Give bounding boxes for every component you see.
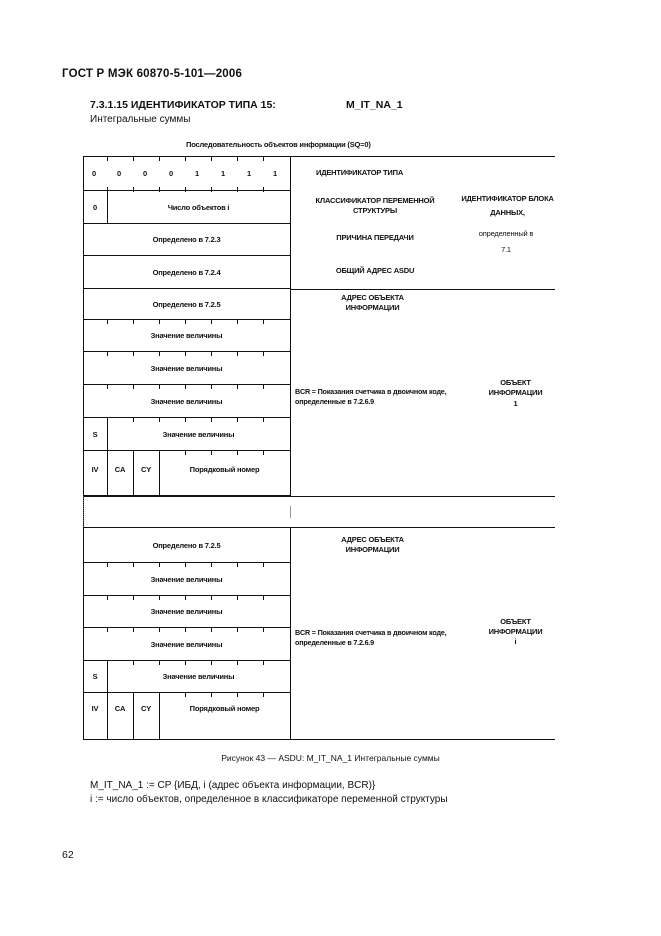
figure-caption: Рисунок 43 — ASDU: M_IT_NA_1 Интегральные суммы [221,753,440,763]
defined-725: Определено в 7.2.5 [152,299,221,309]
sign-bit: S [92,672,98,681]
info-object-number-i: i [514,637,517,646]
bcr-description-1: BCR = Показания счетчика в двоичном коде, определенные в 7.2.6.9 [295,387,447,406]
sequence-number: Порядковый номер [189,464,260,474]
vsq-octet [83,190,290,224]
octet-column-right-border [290,156,291,496]
value-label: Значение величины [150,396,223,406]
value-label: Значение величины [162,672,235,681]
ioa-octet-i [83,527,290,563]
section-code: M_IT_NA_1 [346,99,403,111]
info-object-number-1: 1 [513,399,518,408]
bit-4: 1 [195,169,199,178]
iv-flag: IV [91,703,99,713]
vsq-label: КЛАССИФИКАТОР ПЕРЕМЕННОЙ СТРУКТУРЫ [315,196,435,215]
cot-label: ПРИЧИНА ПЕРЕДАЧИ [336,233,414,242]
value-label: Значение величины [150,639,223,649]
dui-label: ИДЕНТИФИКАТОР БЛОКА ДАННЫХ, [461,194,554,217]
value-octet-ic [83,627,290,661]
bit-8: 0 [92,169,96,178]
number-of-objects: Число объектов i [167,202,230,212]
definition-line-2: i := число объектов, определенное в классификаторе переменной структуры [90,794,448,805]
sequence-number: Порядковый номер [189,703,260,713]
sign-bit: S [92,429,98,439]
cot-octet [83,223,290,256]
header-section-rule [291,289,555,290]
value-octet-1a [83,319,290,352]
ioa-octet-1 [83,288,290,320]
type-id-octet [83,156,290,191]
sq-bit: 0 [93,202,97,212]
value-octet-ia [83,562,290,596]
figure-title: Последовательность объектов информации (SQ=0) [186,140,371,149]
cy-flag: CY [140,464,152,474]
document-header: ГОСТ Р МЭК 60870-5-101—2006 [62,68,243,80]
info-object-label-1: ОБЪЕКТ ИНФОРМАЦИИ [488,378,543,397]
value-octet-1c [83,384,290,418]
continuation-left [83,496,85,527]
ca-flag: CA [114,703,126,713]
section-subtitle: Интегральные суммы [90,114,191,125]
bcr-description-i: BCR = Показания счетчика в двоичном коде, определенные в 7.2.6.9 [295,628,447,647]
type-id-label: ИДЕНТИФИКАТОР ТИПА [316,168,404,177]
bit-7: 0 [117,169,121,178]
ioa-label-i: АДРЕС ОБЪЕКТА ИНФОРМАЦИИ [341,535,404,554]
defined-725: Определено в 7.2.5 [152,540,221,550]
value-label: Значение величины [150,574,223,584]
iv-flag: IV [91,464,99,474]
continuation-mid [290,506,291,518]
info-object-label-i: ОБЪЕКТ ИНФОРМАЦИИ [488,617,543,636]
bit-6: 0 [143,169,147,178]
section-title: 7.3.1.15 ИДЕНТИФИКАТОР ТИПА 15: [90,99,276,111]
dui-defined: определенный в 7.1 [478,229,534,254]
object-separator-top [83,496,555,497]
defined-724: Определено в 7.2.4 [152,267,221,277]
page-number: 62 [62,849,74,861]
bit-1: 1 [273,169,277,178]
flags-octet-i [83,692,290,740]
value-label: Значение величины [150,331,223,340]
value-label: Значение величины [150,363,223,373]
bit-3: 1 [221,169,225,178]
definition-line-1: M_IT_NA_1 := CP {ИБД, i (адрес объекта информации, BCR)} [90,780,376,791]
ioa-label-1: АДРЕС ОБЪЕКТА ИНФОРМАЦИИ [341,293,404,312]
bit-5: 0 [169,169,173,178]
asdu-address-octet [83,255,290,289]
value-octet-ib [83,595,290,628]
value-label: Значение величины [162,429,235,439]
value-label: Значение величины [150,607,223,616]
octet-column-right-border-2 [290,527,291,739]
cy-flag: CY [140,703,152,713]
asdu-address-label: ОБЩИЙ АДРЕС ASDU [335,266,415,275]
defined-723: Определено в 7.2.3 [152,235,221,244]
flags-octet-1 [83,450,290,496]
value-octet-1b [83,351,290,385]
bit-2: 1 [247,169,251,178]
ca-flag: CA [114,464,126,474]
